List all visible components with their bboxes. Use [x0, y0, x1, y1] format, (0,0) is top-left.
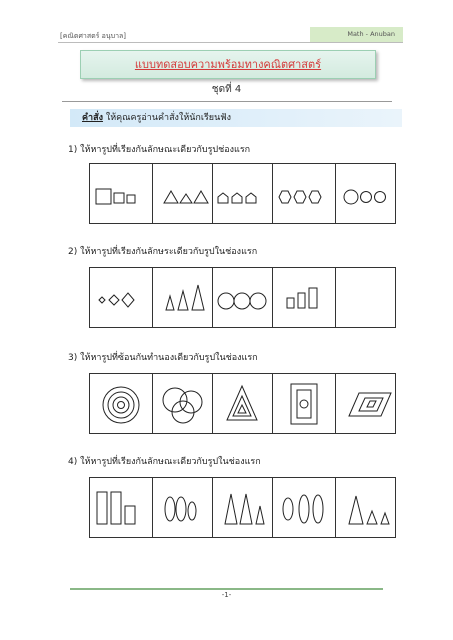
page-number: -1- — [221, 591, 232, 599]
header-right-label: Math - Anuban — [310, 27, 403, 42]
title-divider — [62, 101, 392, 102]
question-1 — [68, 142, 250, 156]
row-4-shapes — [90, 478, 397, 539]
set-number: ชุดที่ 4 — [211, 84, 242, 95]
answer-row-4 — [89, 477, 396, 538]
question-number: 1) — [68, 145, 78, 155]
answer-row-3 — [89, 373, 396, 434]
question-text: ให้หารูปที่เรียงกันลักษระเดียวกับรูปในช่องแรก — [80, 247, 258, 257]
instruction-text: ให้คุณครูอ่านคำสั่งให้นักเรียนฟัง — [102, 113, 231, 123]
header-divider — [58, 42, 403, 43]
instruction-banner — [70, 109, 402, 127]
answer-row-2 — [89, 267, 396, 328]
question-3 — [68, 350, 258, 364]
question-number: 4) — [68, 457, 78, 467]
footer-divider — [70, 588, 383, 590]
question-4 — [68, 454, 261, 468]
answer-row-1 — [89, 163, 396, 224]
question-number: 2) — [68, 247, 78, 257]
header-left-label: [คณิตศาสตร์ อนุบาล] — [60, 32, 127, 40]
page-title: แบบทดสอบความพร้อมทางคณิตศาสตร์ — [80, 50, 376, 79]
question-text: ให้หารูปที่เรียงกันลักษณะเดียวกับรูปในช่องแรก — [80, 457, 261, 467]
question-text: ให้หารูปที่ซ้อนกันทำนองเดียวกับรูปในช่องแรก — [80, 353, 258, 363]
question-text: ให้หารูปที่เรียงกันลักษณะเดียวกับรูปช่องแรก — [80, 145, 251, 155]
row-2-shapes — [90, 268, 397, 329]
question-2 — [68, 244, 257, 258]
question-number: 3) — [68, 353, 78, 363]
row-1-shapes — [90, 164, 397, 225]
row-3-shapes — [90, 374, 397, 435]
instruction-label: คำสั่ง — [82, 113, 103, 123]
